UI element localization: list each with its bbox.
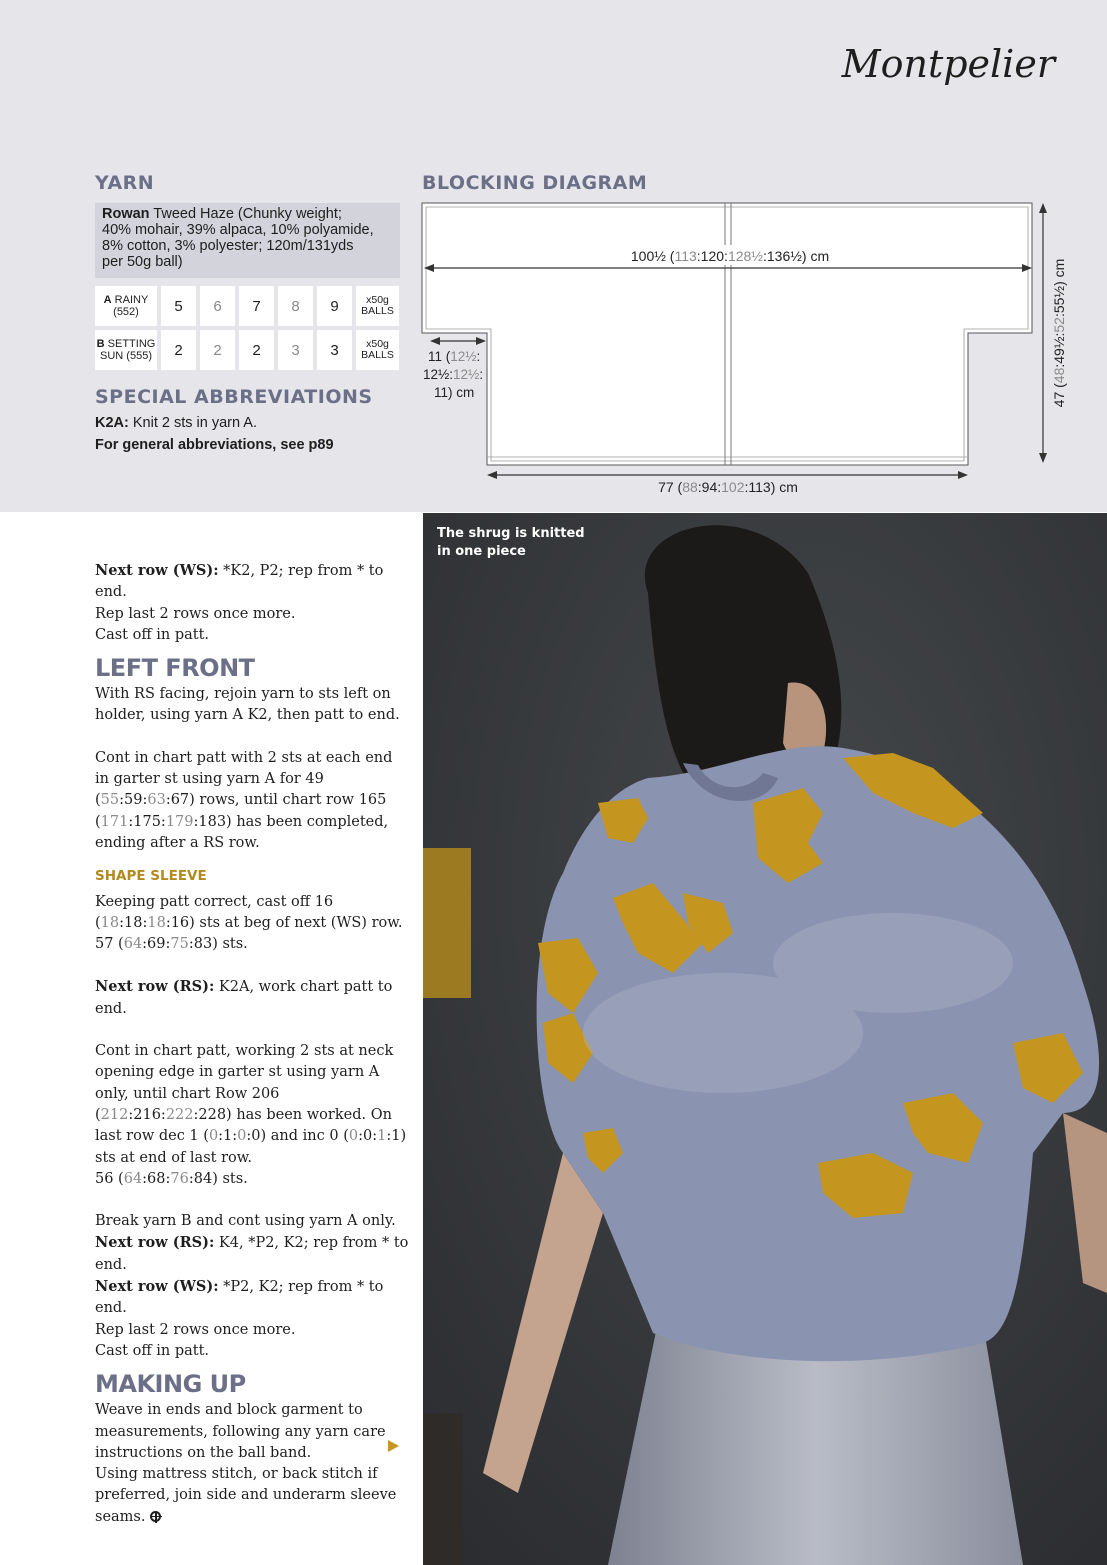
instruction-paragraph: With RS facing, rejoin yarn to sts left on holder, using yarn A K2, then patt to end.	[95, 686, 400, 724]
width-label: 100½ (113:120:128½:136½) cm	[630, 248, 830, 264]
arrow-head	[1039, 203, 1047, 213]
instruction-paragraph: Weave in ends and block garment to measurements, following any yarn care instructions on the ball band.	[95, 1402, 386, 1461]
table-row	[95, 330, 399, 370]
table-cell: 2	[161, 330, 196, 370]
arrow-head	[958, 471, 968, 479]
sleeve-label-3: 11) cm	[434, 385, 475, 400]
abbreviations-heading: SPECIAL ABBREVIATIONS	[95, 386, 373, 408]
yarn-brand: Rowan	[102, 206, 150, 222]
arrow-head	[487, 471, 497, 479]
side-table	[423, 1413, 463, 1565]
instruction-line: Next row (WS): *K2, P2; rep from * to end.	[95, 562, 384, 601]
model-photo	[423, 513, 1107, 1565]
photo-illustration	[423, 513, 1107, 1565]
instruction-paragraph: Using mattress stitch, or back stitch if preferred, join side and underarm sleeve seams.	[95, 1466, 397, 1525]
height-label: 47 (48:49½:52:55½) cm	[1051, 258, 1067, 408]
shape-sleeve-heading: SHAPE SLEEVE	[95, 868, 207, 885]
table-row	[95, 286, 399, 326]
yarn-desc-2: 40% mohair, 39% alpaca, 10% polyamide,	[102, 222, 374, 238]
yarn-desc-1: Tweed Haze (Chunky weight;	[149, 206, 342, 222]
yarn-label-a: A RAINY (552)	[95, 286, 157, 326]
table-cell: 5	[161, 286, 196, 326]
table-cell: 2	[200, 330, 235, 370]
instruction-line: Next row (WS): *P2, K2; rep from * to end.	[95, 1278, 384, 1317]
table-cell: 6	[200, 286, 235, 326]
instruction-line: 56 (64:68:76:84) sts.	[95, 1170, 248, 1187]
garment-outline	[422, 203, 1032, 465]
table-cell: 7	[239, 286, 274, 326]
next-page-arrow-icon	[388, 1440, 399, 1452]
yarn-quantity-table	[91, 282, 403, 374]
blocking-heading: BLOCKING DIAGRAM	[422, 172, 648, 194]
instruction-line: Break yarn B and cont using yarn A only.	[95, 1213, 396, 1230]
instruction-paragraph: Keeping patt correct, cast off 16 (18:18:18:16) sts at beg of next (WS) row.	[95, 893, 403, 931]
instruction-paragraph: Next row (RS): K2A, work chart patt to end.	[95, 978, 393, 1017]
making-up-heading: MAKING UP	[95, 1370, 246, 1399]
abbreviations-text	[95, 412, 334, 456]
arrow-head	[430, 337, 440, 345]
instruction-line: Cast off in patt.	[95, 626, 210, 643]
abbr-term: K2A:	[95, 415, 129, 431]
unit-cell: x50g BALLS	[356, 330, 399, 370]
arrow-head	[476, 337, 486, 345]
table-cell: 2	[239, 330, 274, 370]
abbr-def: Knit 2 sts in yarn A.	[128, 415, 257, 431]
table-cell: 3	[278, 330, 313, 370]
left-front-heading: LEFT FRONT	[95, 654, 255, 683]
instruction-line: Next row (RS): K4, *P2, K2; rep from * to end.	[95, 1234, 409, 1273]
arrow-head	[1039, 453, 1047, 463]
table-cell: 3	[317, 330, 352, 370]
abbr-general: For general abbreviations, see p89	[95, 437, 334, 453]
instruction-line: Cast off in patt.	[95, 1342, 210, 1359]
instructions-column	[95, 560, 410, 1528]
page-title: Montpelier	[841, 42, 1055, 86]
yarn-heading: YARN	[95, 172, 155, 194]
sleeve-label-1: 11 (12½:	[428, 349, 481, 364]
photo-caption: The shrug is knitted in one piece	[437, 526, 585, 559]
sleeve-label-2: 12½:12½:	[423, 367, 484, 382]
instruction-paragraph: Cont in chart patt with 2 sts at each end in garter st using yarn A for 49 (55:59:63:67) rows, until chart row 165 (171:175:179:183) has been completed, ending after a RS row.	[95, 749, 393, 851]
yarn-desc-4: per 50g ball)	[102, 254, 183, 270]
table-cell: 8	[278, 286, 313, 326]
lamp-shade	[423, 848, 471, 998]
blocking-diagram	[418, 195, 1078, 500]
yarn-description	[95, 203, 400, 278]
bottom-label: 77 (88:94:102:113) cm	[658, 479, 798, 495]
instruction-line: Rep last 2 rows once more.	[95, 1321, 296, 1338]
table-cell: 9	[317, 286, 352, 326]
unit-cell: x50g BALLS	[356, 286, 399, 326]
end-mark-icon	[150, 1511, 161, 1522]
instruction-line: Rep last 2 rows once more.	[95, 605, 296, 622]
instruction-line: 57 (64:69:75:83) sts.	[95, 936, 248, 953]
instruction-paragraph: Cont in chart patt, working 2 sts at neck opening edge in garter st using yarn A only, until chart Row 206 (212:216:222:228) has been worked. On last row dec 1 (0:1:0:0) and inc 0 (0:0:1:1) sts at end of last row.	[95, 1043, 407, 1166]
yarn-label-b: B SETTING SUN (555)	[95, 330, 157, 370]
yarn-desc-3: 8% cotton, 3% polyester; 120m/131yds	[102, 238, 354, 254]
